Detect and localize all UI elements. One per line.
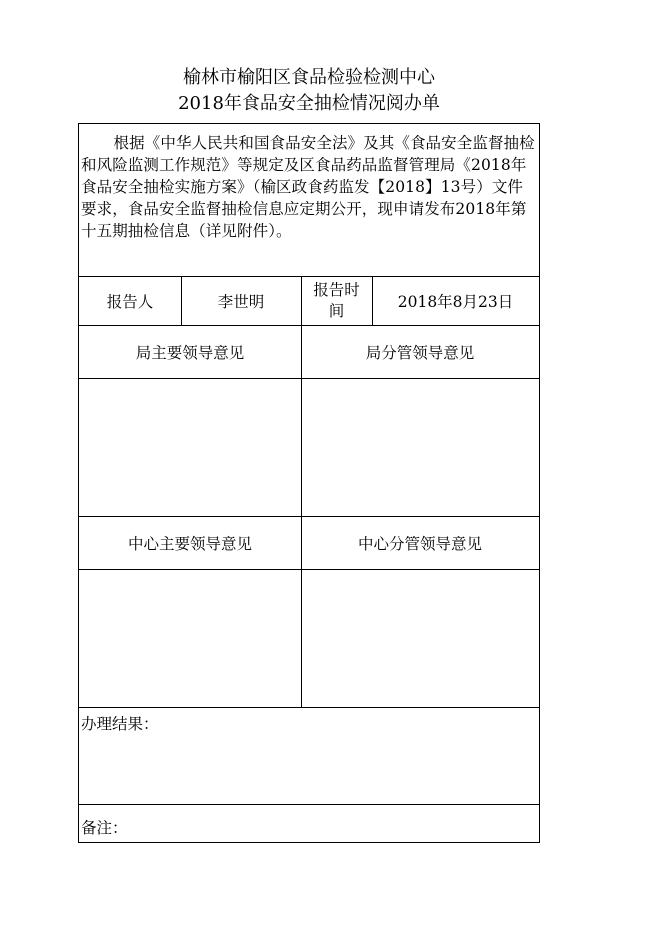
bureau-branch-leader-opinion-box[interactable] [301, 378, 539, 516]
bureau-main-leader-opinion-box[interactable] [79, 378, 301, 516]
center-branch-leader-opinion-box[interactable] [301, 569, 539, 707]
center-main-leader-opinion-box[interactable] [79, 569, 301, 707]
row-divider [79, 804, 539, 805]
report-time-label [301, 276, 372, 325]
report-time-label-line2: 间 [328, 301, 345, 320]
document-title-line2: 2018年食品安全抽检情况阅办单 [178, 93, 440, 114]
request-paragraph: 根据《中华人民共和国食品安全法》及其《食品安全监督抽检和风险监测工作规范》等规定及区食品药品监督管理局《2018年食品安全抽检实施方案》（榆区政食药监发【2018】13号）文件要求，食品安全监督抽检信息应定期公开，现申请发布2018年第十五期抽检信息（详见附件）。 [81, 134, 535, 240]
remarks-label: 备注： [81, 819, 128, 837]
bureau-main-leader-heading: 局主要领导意见 [135, 343, 245, 362]
approval-form-table [78, 123, 540, 843]
reporter-label: 报告人 [106, 292, 154, 311]
handling-result-label: 办理结果： [81, 715, 159, 733]
bureau-branch-leader-heading: 局分管领导意见 [365, 343, 475, 362]
document-title-line1: 榆林市榆阳区食品检验检测中心 [183, 67, 435, 88]
center-main-leader-heading: 中心主要领导意见 [127, 534, 252, 553]
report-time-label-line1: 报告时 [313, 280, 360, 299]
center-branch-leader-heading: 中心分管领导意见 [357, 534, 482, 553]
report-date: 2018年8月23日 [397, 292, 514, 311]
reporter-name: 李世明 [217, 292, 265, 311]
row-divider [79, 707, 539, 708]
